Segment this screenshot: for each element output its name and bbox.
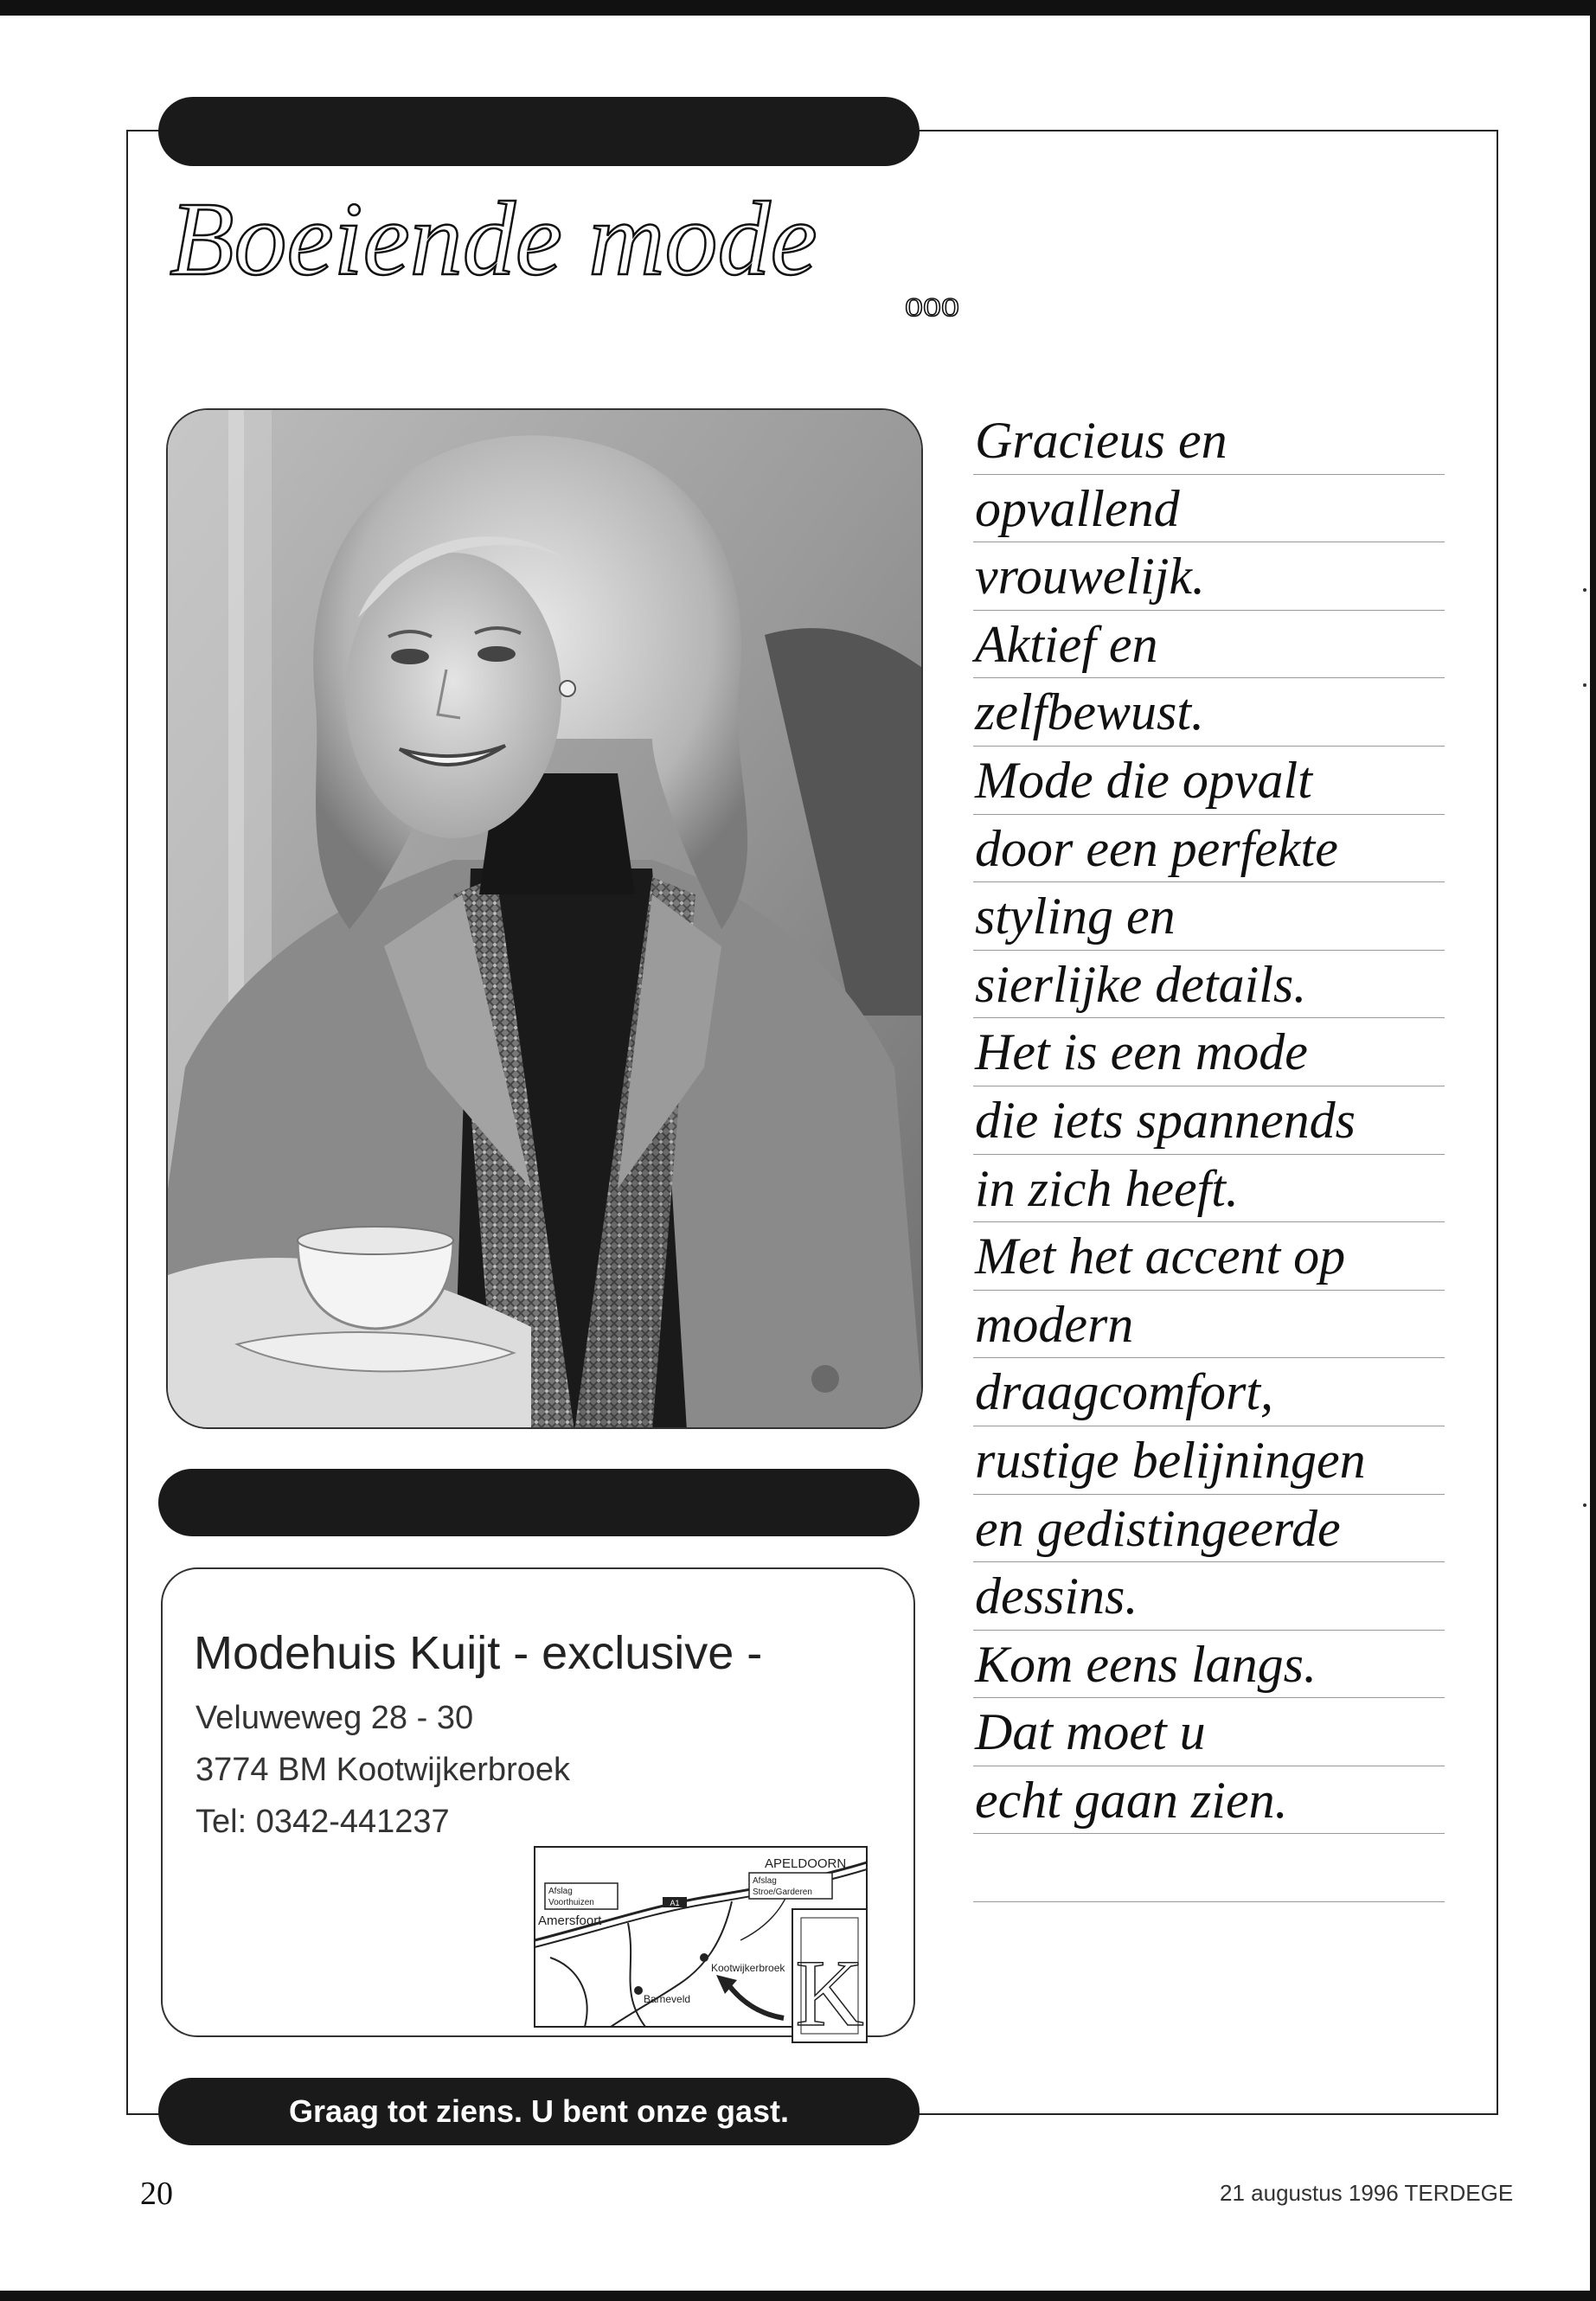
exit-stroe-1: Afslag (753, 1876, 777, 1886)
body-line: dessins. (973, 1562, 1445, 1631)
kuijt-logo-letter: K (795, 1940, 864, 2044)
right-border (1590, 0, 1596, 2301)
exit-stroe-2: Stroe/Garderen (753, 1888, 812, 1897)
slogan-banner (158, 2078, 920, 2145)
model-photo (166, 408, 923, 1429)
headline (170, 177, 1017, 342)
shop-street: Veluweweg 28 - 30 (195, 1700, 474, 1736)
body-line: Met het accent op (973, 1222, 1445, 1291)
city-kootwijkerbroek: Kootwijkerbroek (711, 1962, 785, 1974)
city-amersfoort: Amersfoort (538, 1913, 602, 1928)
page-number: 20 (140, 2176, 173, 2212)
body-line: Aktief en (973, 611, 1445, 679)
body-line: Kom eens langs. (973, 1631, 1445, 1699)
body-line: sierlijke details. (973, 951, 1445, 1019)
exit-voorthuizen-2: Voorthuizen (548, 1898, 594, 1907)
body-line: styling en (973, 882, 1445, 951)
woman-portrait-image (168, 410, 923, 1429)
body-text-lines (973, 407, 1445, 1902)
margin-dot (1583, 683, 1586, 687)
body-line: en gedistingeerde (973, 1495, 1445, 1563)
body-line: Mode die opvalt (973, 747, 1445, 815)
top-banner-pill (158, 97, 920, 166)
body-line: zelfbewust. (973, 678, 1445, 747)
shop-phone: Tel: 0342-441237 (195, 1804, 450, 1840)
slogan-text: Graag tot ziens. U bent onze gast. (288, 2093, 790, 2129)
body-line: in zich heeft. (973, 1155, 1445, 1223)
kootwijkerbroek-marker (700, 1953, 708, 1962)
body-line: opvallend (973, 475, 1445, 543)
margin-dot (1583, 588, 1586, 592)
body-line: modern (973, 1291, 1445, 1359)
body-line: Dat moet u (973, 1698, 1445, 1766)
headline-text: Boeiende mode (170, 181, 817, 298)
body-line: Gracieus en (973, 407, 1445, 475)
city-apeldoorn: APELDOORN (765, 1856, 847, 1871)
issue-date: 21 augustus 1996 TERDEGE (1220, 2180, 1514, 2206)
shop-name: Modehuis Kuijt - exclusive - (194, 1627, 763, 1679)
exit-voorthuizen-1: Afslag (548, 1887, 573, 1896)
margin-dot (1583, 1503, 1586, 1507)
headline-dots: ooo (905, 285, 959, 324)
route-map (533, 1845, 869, 2044)
top-border (0, 0, 1596, 16)
city-barneveld: Barneveld (644, 1993, 691, 2005)
body-line: rustige belijningen (973, 1426, 1445, 1495)
shop-city: 3774 BM Kootwijkerbroek (195, 1752, 570, 1788)
body-line: Het is een mode (973, 1018, 1445, 1086)
body-line: echt gaan zien. (973, 1766, 1445, 1835)
body-line: draagcomfort, (973, 1358, 1445, 1426)
body-line: vrouwelijk. (973, 542, 1445, 611)
body-line: door een perfekte (973, 815, 1445, 883)
middle-banner-pill (158, 1469, 920, 1536)
highway-label: A1 (670, 1899, 680, 1907)
bottom-border (0, 2291, 1596, 2301)
body-line: die iets spannends (973, 1086, 1445, 1155)
body-line-empty (973, 1834, 1445, 1902)
barneveld-marker (634, 1986, 643, 1995)
